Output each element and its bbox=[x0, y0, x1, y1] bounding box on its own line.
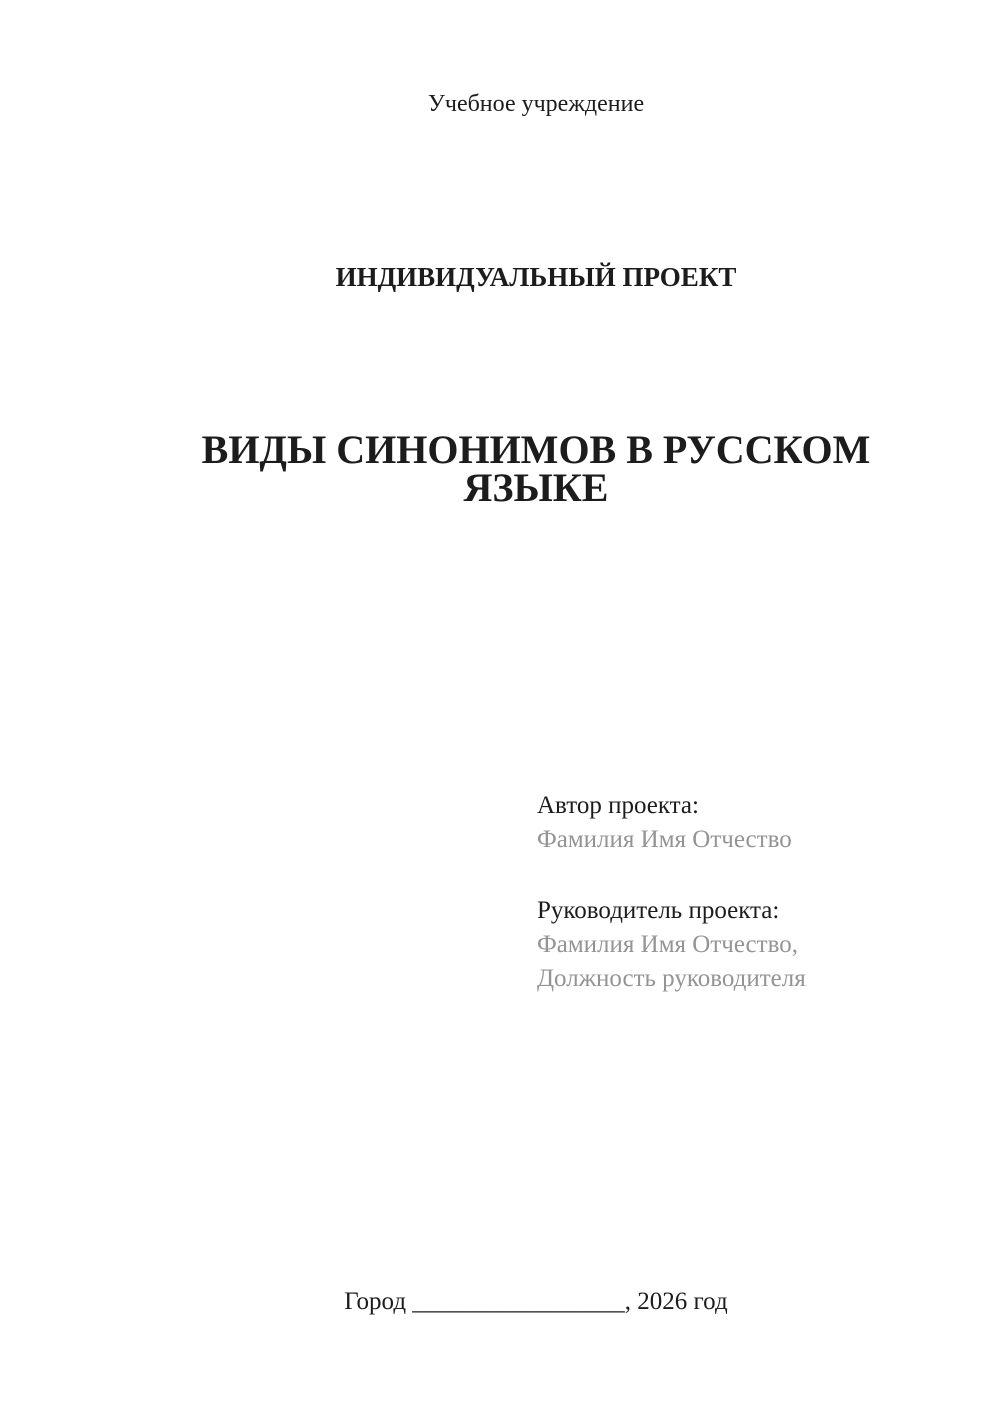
city-year-line: Город _________________, 2026 год bbox=[344, 1288, 728, 1315]
author-name-placeholder: Фамилия Имя Отчество bbox=[537, 826, 792, 853]
supervisor-name-placeholder: Фамилия Имя Отчество, bbox=[537, 931, 798, 958]
credits-block bbox=[537, 789, 806, 996]
author-group bbox=[537, 789, 806, 857]
project-type-heading: ИНДИВИДУАЛЬНЫЙ ПРОЕКТ bbox=[335, 262, 737, 292]
supervisor-position-placeholder: Должность руководителя bbox=[537, 965, 806, 992]
supervisor-label: Руководитель проекта: bbox=[537, 897, 780, 924]
institution-line: Учебное учреждение bbox=[427, 91, 645, 117]
project-title: ВИДЫ СИНОНИМОВ В РУССКОМ ЯЗЫКЕ bbox=[201, 427, 871, 510]
supervisor-group bbox=[537, 894, 806, 996]
author-label: Автор проекта: bbox=[537, 792, 699, 819]
